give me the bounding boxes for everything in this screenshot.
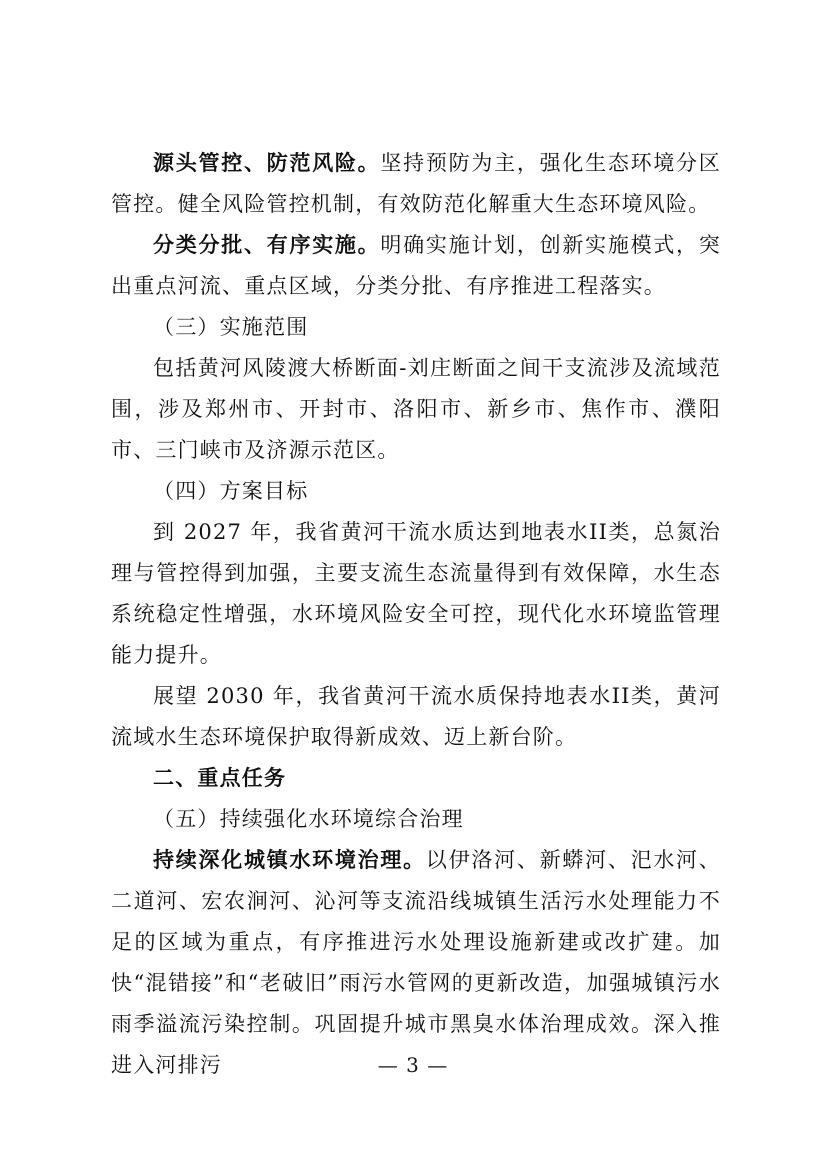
section-four-text-2030: 展望 2030 年，我省黄河干流水质保持地表水II类，黄河流域水生态环境保护取得新成效、迈上新台阶。 bbox=[111, 684, 721, 749]
page-number: — 3 — bbox=[377, 1053, 449, 1077]
section-five-heading: （五）持续强化水环境综合治理 bbox=[153, 807, 464, 831]
paragraph-classified-implementation bbox=[111, 225, 721, 307]
paragraph-text: 坚持预防为主，强化生态环境分区管控。健全风险管控机制，有效防范化解重大生态环境风险。 bbox=[111, 151, 722, 216]
section-four-text-2027: 到 2027 年，我省黄河干流水质达到地表水II类，总氮治理与管控得到加强，主要支流生态流量得到有效保障，水生态系统稳定性增强，水环境风险安全可控，现代化水环境监管理能力提升。 bbox=[111, 520, 721, 667]
section-three-heading: （三）实施范围 bbox=[153, 315, 309, 339]
part-two-heading: 二、重点任务 bbox=[153, 766, 287, 790]
document-body bbox=[111, 143, 721, 1086]
paragraph-text: 以伊洛河、新蟒河、汜水河、二道河、宏农涧河、沁河等支流沿线城镇生活污水处理能力不足的区域为重点，有序推进污水处理设施新建或改扩建。加快“混错接”和“老破旧”雨污水管网的更新改造，加强城镇污水雨季溢流污染控制。巩固提升城市黑臭水体治理成效。深入推进入河排污 bbox=[111, 848, 721, 1077]
paragraph-urban-water-governance bbox=[111, 840, 721, 1086]
paragraph-text: 明确实施计划，创新实施模式，突出重点河流、重点区域，分类分批、有序推进工程落实。 bbox=[111, 233, 722, 298]
section-three-text: 包括黄河风陵渡大桥断面-刘庄断面之间干支流涉及流域范围，涉及郑州市、开封市、洛阳市、新乡市、焦作市、濮阳市、三门峡市及济源示范区。 bbox=[111, 356, 721, 462]
paragraph-lead: 持续深化城镇水环境治理。 bbox=[153, 848, 426, 872]
paragraph-lead: 源头管控、防范风险。 bbox=[153, 151, 381, 175]
paragraph-lead: 分类分批、有序实施。 bbox=[153, 233, 381, 257]
section-four-heading: （四）方案目标 bbox=[153, 479, 309, 503]
paragraph-source-control bbox=[111, 143, 721, 225]
